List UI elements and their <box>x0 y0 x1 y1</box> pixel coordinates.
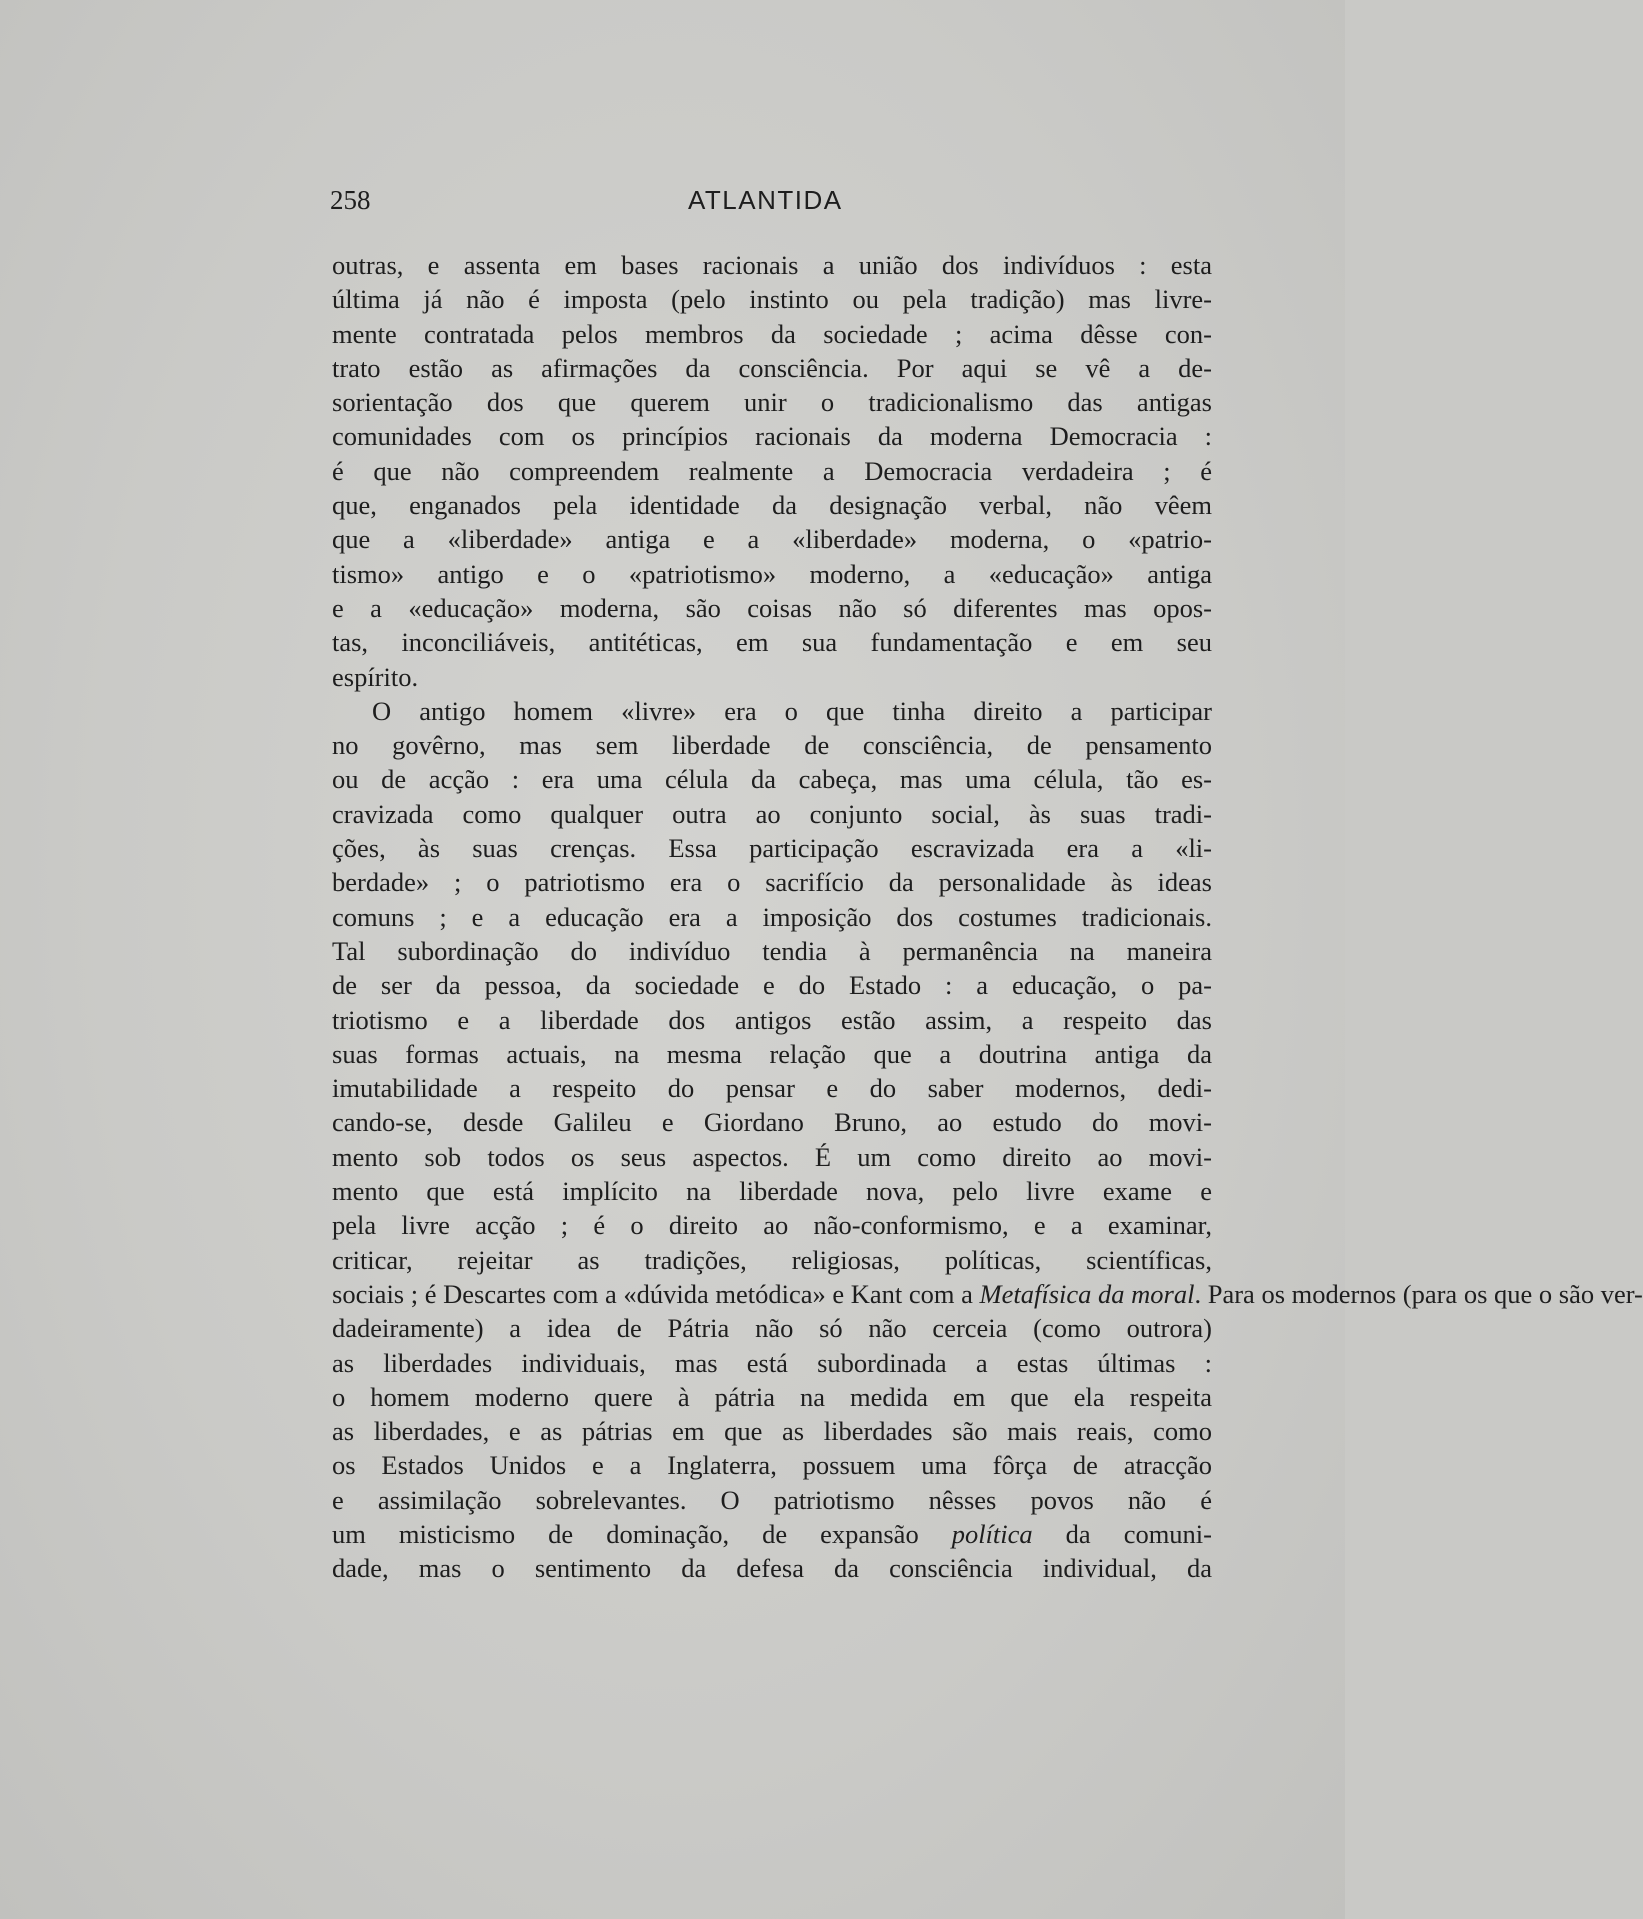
text-line: criticar, rejeitar as tradições, religiosas, políticas, scientíficas, <box>332 1244 1212 1275</box>
text-segment: da comuni- <box>1032 1518 1212 1549</box>
text-line: tas, inconciliáveis, antitéticas, em sua fundamentação e em seu <box>332 627 1212 658</box>
text-line: cando-se, desde Galileu e Giordano Bruno, ao estudo do movi- <box>332 1107 1212 1138</box>
text-segment: um misticismo de dominação, de expansão <box>332 1518 952 1549</box>
text-line: comunidades com os princípios racionais da moderna Democracia : <box>332 421 1212 452</box>
page-number: 258 <box>330 185 371 215</box>
text-line: triotismo e a liberdade dos antigos estão assim, a respeito das <box>332 1004 1212 1035</box>
body-text <box>332 248 1643 1586</box>
text-line: cravizada como qualquer outra ao conjunto social, às suas tradi- <box>332 798 1212 829</box>
text-line: sorientação dos que querem unir o tradicionalismo das antigas <box>332 387 1212 418</box>
text-line: espírito. <box>332 661 419 692</box>
text-line-with-italic <box>332 1517 1212 1551</box>
text-line: as liberdades individuais, mas está subordinada a estas últimas : <box>332 1347 1212 1378</box>
text-line: suas formas actuais, na mesma relação que a doutrina antiga da <box>332 1038 1212 1069</box>
text-line: tismo» antigo e o «patriotismo» moderno, a «educação» antiga <box>332 558 1212 589</box>
italic-word: política <box>951 1518 1033 1549</box>
text-line: que a «liberdade» antiga e a «liberdade» moderna, o «patrio- <box>332 524 1212 555</box>
text-line: imutabilidade a respeito do pensar e do saber modernos, dedi- <box>332 1073 1212 1104</box>
text-line: mente contratada pelos membros da sociedade ; acima dêsse con- <box>332 318 1212 349</box>
text-line: é que não compreendem realmente a Democracia verdadeira ; é <box>332 455 1212 486</box>
text-line: e a «educação» moderna, são coisas não só diferentes mas opos- <box>332 592 1212 623</box>
text-line: comuns ; e a educação era a imposição dos costumes tradicionais. <box>332 901 1212 932</box>
text-line: que, enganados pela identidade da designação verbal, não vêem <box>332 490 1212 521</box>
paragraph-start-line: O antigo homem «livre» era o que tinha direito a participar <box>372 695 1212 726</box>
text-line: última já não é imposta (pelo instinto ou pela tradição) mas livre- <box>332 284 1212 315</box>
text-segment: . Para os modernos (para os que o são ver- <box>1194 1278 1643 1309</box>
text-line: mento que está implícito na liberdade nova, pelo livre exame e <box>332 1176 1212 1207</box>
text-line: os Estados Unidos e a Inglaterra, possuem uma fôrça de atracção <box>332 1450 1212 1481</box>
text-line: o homem moderno quere à pátria na medida em que ela respeita <box>332 1381 1212 1412</box>
text-line: pela livre acção ; é o direito ao não-conformismo, e a examinar, <box>332 1210 1212 1241</box>
text-line: ou de acção : era uma célula da cabeça, mas uma célula, tão es- <box>332 764 1212 795</box>
text-segment: sociais ; é Descartes com a «dúvida metódica» e Kant com a <box>332 1278 980 1309</box>
text-line: dade, mas o sentimento da defesa da consciência individual, da <box>332 1553 1212 1584</box>
text-line: trato estão as afirmações da consciência. Por aqui se vê a de- <box>332 352 1212 383</box>
text-line: dadeiramente) a idea de Pátria não só não cerceia (como outrora) <box>332 1313 1212 1344</box>
text-line: berdade» ; o patriotismo era o sacrifício da personalidade às ideas <box>332 867 1212 898</box>
italic-title: Metafísica da moral <box>979 1278 1195 1309</box>
text-line: de ser da pessoa, da sociedade e do Estado : a educação, o pa- <box>332 970 1212 1001</box>
text-line: as liberdades, e as pátrias em que as liberdades são mais reais, como <box>332 1416 1212 1447</box>
text-line: outras, e assenta em bases racionais a união dos indivíduos : esta <box>332 250 1212 280</box>
text-line: no govêrno, mas sem liberdade de consciência, de pensamento <box>332 730 1212 761</box>
page-header <box>330 183 1210 217</box>
text-line: Tal subordinação do indivíduo tendia à permanência na maneira <box>332 935 1212 966</box>
text-line: ções, às suas crenças. Essa participação escravizada era a «li- <box>332 833 1212 864</box>
running-title: ATLANTIDA <box>688 185 843 215</box>
text-line: e assimilação sobrelevantes. O patriotismo nêsses povos não é <box>332 1484 1212 1515</box>
text-line-with-italic <box>332 1277 1643 1311</box>
text-line: mento sob todos os seus aspectos. É um como direito ao movi- <box>332 1141 1212 1172</box>
